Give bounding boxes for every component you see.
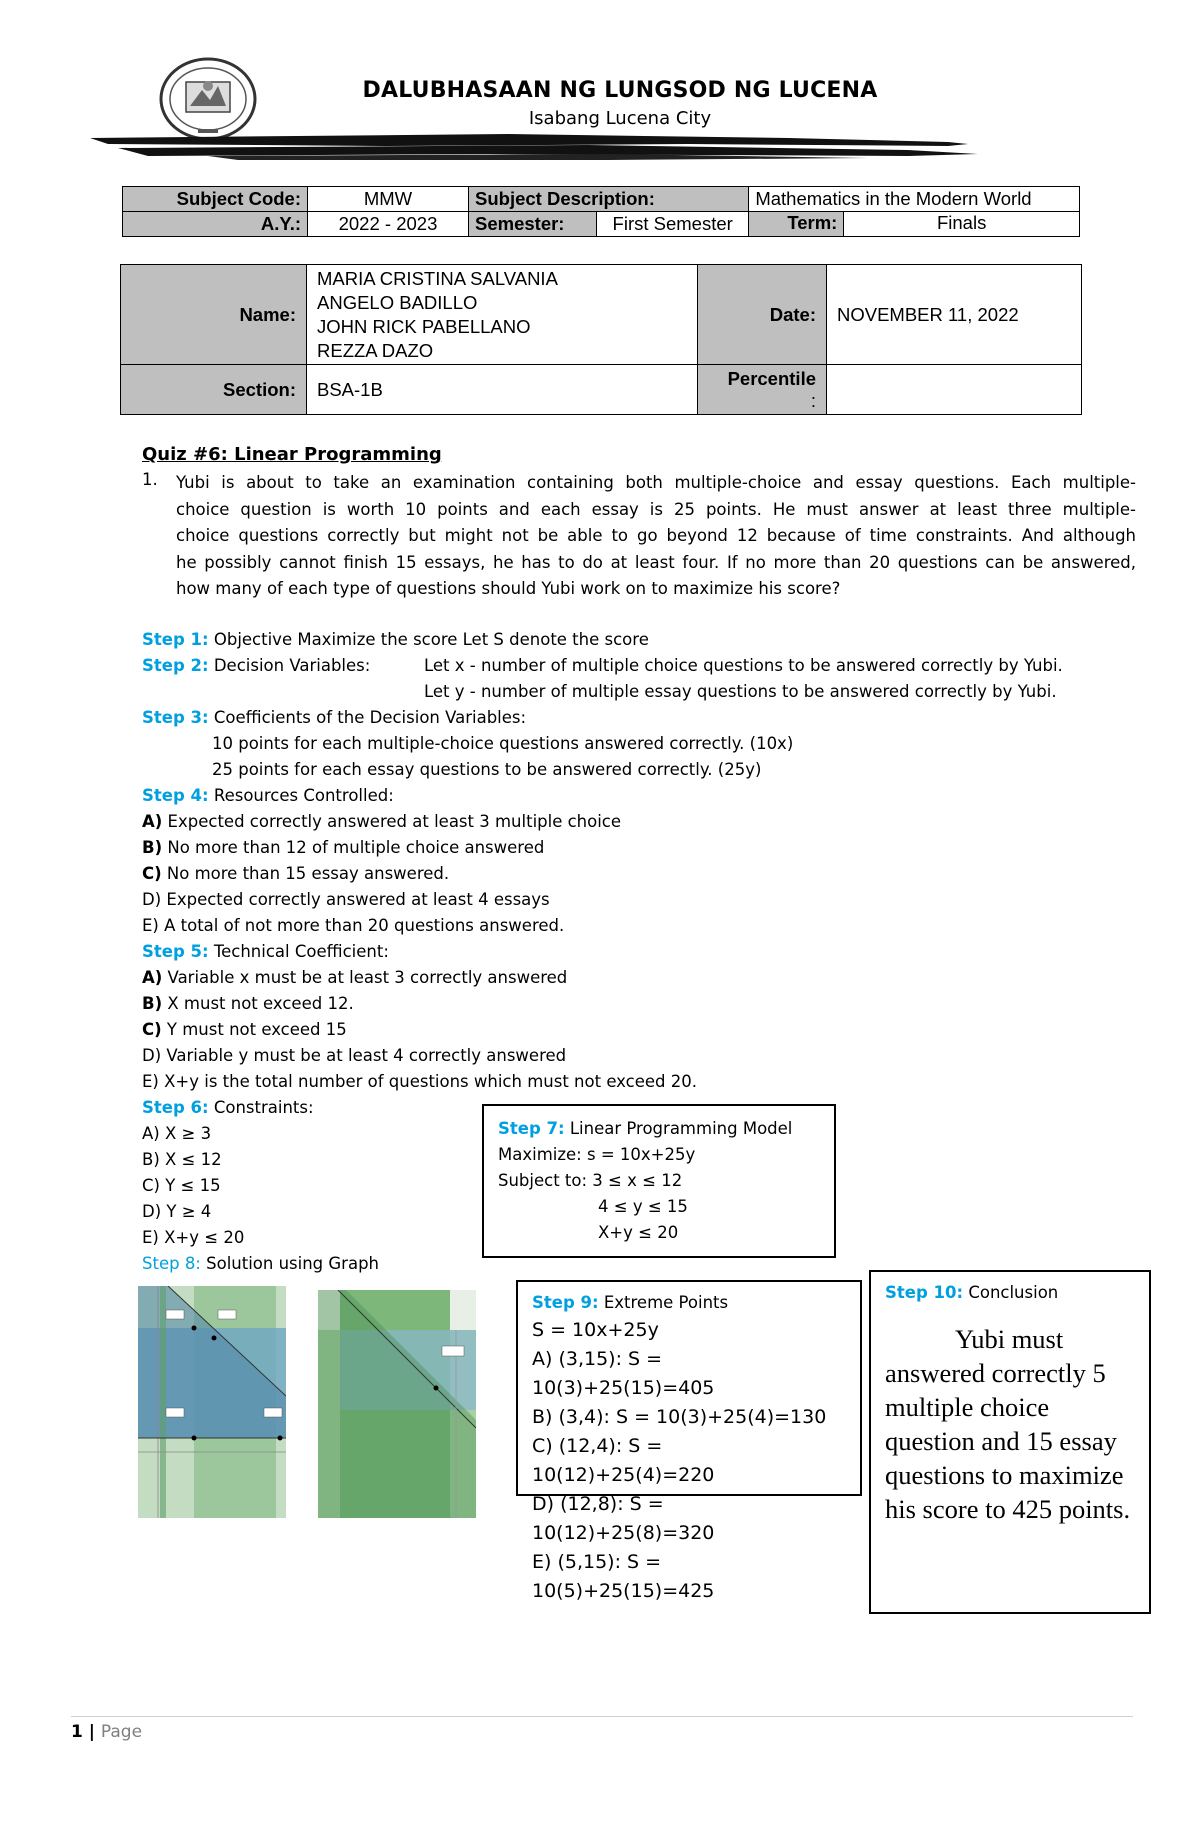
percentile-value (827, 365, 1082, 415)
step-4-item: A) Expected correctly answered at least 3 multiple choice (142, 812, 622, 831)
names-cell (307, 265, 698, 365)
constraint-item: E) X+y ≤ 20 (142, 1228, 245, 1247)
date-label: Date: (698, 265, 827, 365)
step-4-item: B) No more than 12 of multiple choice answered (142, 838, 545, 857)
step-9-label: Step 9: (532, 1293, 599, 1312)
step-5-item: E) X+y is the total number of questions which must not exceed 20. (142, 1072, 697, 1091)
step-10-label: Step 10: (885, 1283, 964, 1302)
step-7-subject: Subject to: 3 ≤ x ≤ 12 (498, 1171, 683, 1190)
step-3-line: 25 points for each essay questions to be answered correctly. (25y) (212, 760, 762, 779)
step-7-heading (498, 1116, 820, 1142)
step-1-text: Objective Maximize the score Let S denote the score (208, 630, 649, 649)
step-10-box (869, 1270, 1151, 1614)
step-5-item: D) Variable y must be at least 4 correctly answered (142, 1046, 567, 1065)
step-7-constraint: 4 ≤ y ≤ 15 (598, 1197, 688, 1216)
solution-graph-1 (138, 1286, 286, 1518)
step-10-heading (885, 1280, 1135, 1306)
student-info-table (120, 264, 1082, 415)
subject-code-label: Subject Code: (123, 187, 308, 212)
extreme-point: E) (5,15): S = 10(5)+25(15)=425 (532, 1551, 715, 1602)
page-footer (71, 1722, 142, 1742)
footer-divider (71, 1716, 1133, 1717)
step-4-text: Resources Controlled: (208, 786, 394, 805)
conclusion-text: Yubi must answered correctly 5 multiple choice question and 15 essay questions to maximize his score to 425 points. (885, 1324, 1131, 1524)
step-8-label: Step 8: (142, 1254, 201, 1273)
institution-location: Isabang Lucena City (528, 108, 712, 129)
percentile-colon: : (810, 389, 816, 411)
step-6-text: Constraints: (208, 1098, 314, 1117)
step-5-item: C) Y must not exceed 15 (142, 1020, 347, 1039)
problem-number: 1. (142, 470, 158, 489)
student-name: ANGELO BADILLO (317, 291, 478, 313)
step-6-label: Step 6: (142, 1098, 209, 1117)
section-value: BSA-1B (307, 365, 698, 415)
step-6 (142, 1098, 314, 1117)
section-label: Section: (121, 365, 307, 415)
extreme-point: B) (3,4): S = 10(3)+25(4)=130 (532, 1406, 827, 1428)
page-label: Page (100, 1722, 143, 1742)
step-2-x-def: Let x - number of multiple choice questions to be answered correctly by Yubi. (424, 656, 1063, 675)
step-2-y-def: Let y - number of multiple essay questions to be answered correctly by Yubi. (424, 682, 1057, 701)
solution-graph-2 (318, 1290, 476, 1518)
step-2-text: Decision Variables: (208, 656, 371, 675)
step-3-text: Coefficients of the Decision Variables: (208, 708, 527, 727)
step-1-label: Step 1: (142, 630, 209, 649)
step-4 (142, 786, 394, 805)
term-cell (749, 212, 1080, 237)
step-5-text: Technical Coefficient: (208, 942, 389, 961)
extreme-point: A) (3,15): S = 10(3)+25(15)=405 (532, 1348, 715, 1399)
extreme-point: C) (12,4): S = 10(12)+25(4)=220 (532, 1435, 715, 1486)
step-9-box (516, 1280, 862, 1602)
step-7-box (482, 1104, 836, 1258)
step-4-label: Step 4: (142, 786, 209, 805)
page-number: 1 (71, 1722, 83, 1742)
name-label: Name: (121, 265, 307, 365)
step-5-item: A) Variable x must be at least 3 correctly answered (142, 968, 568, 987)
step-3-label: Step 3: (142, 708, 209, 727)
step-3 (142, 708, 526, 727)
graph-2-plot (318, 1290, 476, 1518)
step-4-item: C) No more than 15 essay answered. (142, 864, 450, 883)
step-4-item: D) Expected correctly answered at least 4 essays (142, 890, 550, 909)
problem-line: choice question is worth 10 points and each essay is 25 points. He must answer at least three multiple- (176, 499, 1136, 519)
subject-code-value: MMW (308, 187, 469, 212)
semester-label: Semester: (469, 212, 597, 237)
step-7-text: Linear Programming Model (564, 1119, 793, 1138)
step-7-label: Step 7: (498, 1119, 565, 1138)
term-label: Term: (749, 212, 844, 236)
step-2-label: Step 2: (142, 656, 209, 675)
extreme-point: D) (12,8): S = 10(12)+25(8)=320 (532, 1493, 715, 1544)
constraint-item: C) Y ≤ 15 (142, 1176, 221, 1195)
page-separator: | (82, 1722, 101, 1742)
date-value: NOVEMBER 11, 2022 (827, 265, 1082, 365)
semester-value: First Semester (597, 212, 749, 237)
step-2 (142, 656, 370, 675)
step-4-item: E) A total of not more than 20 questions answered. (142, 916, 565, 935)
constraint-item: B) X ≤ 12 (142, 1150, 222, 1169)
step-5-label: Step 5: (142, 942, 209, 961)
problem-line: Yubi is about to take an examination containing both multiple-choice and essay questions. Each multiple- (176, 473, 1136, 492)
problem-line: how many of each type of questions should Yubi work on to maximize his score? (176, 579, 841, 598)
step-5 (142, 942, 389, 961)
student-name: MARIA CRISTINA SALVANIA (317, 267, 558, 289)
step-7-objective: Maximize: s = 10x+25y (498, 1145, 696, 1164)
subject-info-table (122, 186, 1080, 237)
step-1 (142, 630, 649, 649)
quiz-title: Quiz #6: Linear Programming (142, 444, 442, 465)
step-9-formula: S = 10x+25y (532, 1319, 659, 1341)
student-name: JOHN RICK PABELLANO (317, 315, 531, 337)
percentile-label: Percentile (727, 367, 816, 389)
step-9-heading (532, 1290, 846, 1316)
step-8 (142, 1254, 379, 1273)
percentile-label-cell (698, 365, 827, 415)
graph-1-plot (138, 1286, 286, 1518)
student-name: REZZA DAZO (317, 339, 434, 361)
step-8-text: Solution using Graph (200, 1254, 380, 1273)
problem-line: choice questions correctly but might not be able to go beyond 12 because of time constraints. And although (176, 526, 1136, 545)
term-value: Finals (936, 212, 987, 233)
step-7-constraint: X+y ≤ 20 (598, 1223, 679, 1242)
step-9-text: Extreme Points (598, 1293, 729, 1312)
step-3-line: 10 points for each multiple-choice questions answered correctly. (10x) (212, 734, 794, 753)
institution-name: DALUBHASAAN NG LUNGSOD NG LUCENA (362, 78, 878, 103)
ay-label: A.Y.: (123, 212, 308, 237)
constraint-item: D) Y ≥ 4 (142, 1202, 212, 1221)
ay-value: 2022 - 2023 (308, 212, 469, 237)
problem-text (176, 470, 1136, 603)
subject-desc-label: Subject Description: (469, 187, 749, 212)
step-10-text: Conclusion (963, 1283, 1059, 1302)
subject-desc-value: Mathematics in the Modern World (749, 187, 1080, 212)
problem-line: he possibly cannot finish 15 essays, he has to do at least four. If no more than 20 questions can be answered, (176, 552, 1136, 572)
constraint-item: A) X ≥ 3 (142, 1124, 212, 1143)
header-divider-strokes (88, 132, 988, 162)
step-5-item: B) X must not exceed 12. (142, 994, 354, 1013)
